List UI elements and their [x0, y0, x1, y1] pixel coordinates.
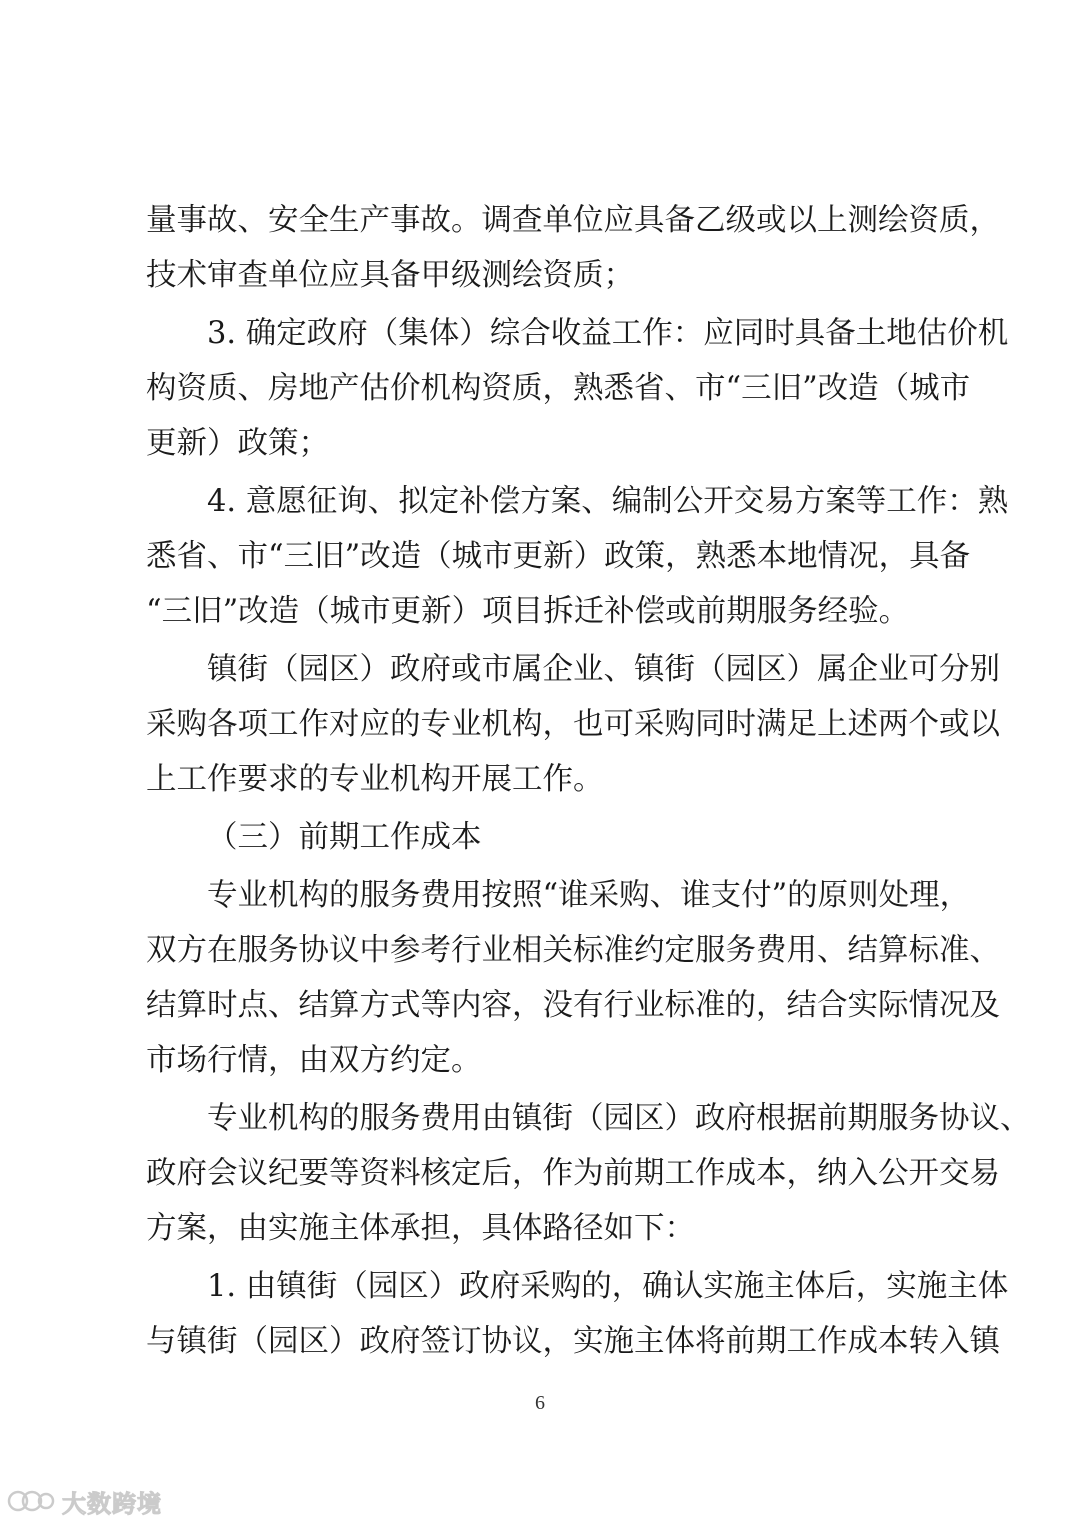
- text-line: 3. 确定政府（集体）综合收益工作：应同时具备土地估价机: [207, 316, 1009, 351]
- text-line: “三旧”改造（城市更新）项目拆迁补偿或前期服务经验。: [146, 594, 910, 629]
- document-body: [146, 193, 1031, 1369]
- text-line: 技术审查单位应具备甲级测绘资质；: [146, 258, 634, 293]
- brand-logo-icon: [6, 1487, 56, 1515]
- watermark-text: 大数跨境: [62, 1489, 162, 1518]
- section-heading: （三）前期工作成本: [207, 820, 482, 855]
- text-line: 4. 意愿征询、拟定补偿方案、编制公开交易方案等工作：熟: [207, 484, 1009, 519]
- text-line: 专业机构的服务费用按照“谁采购、谁支付”的原则处理，: [207, 878, 971, 913]
- page-number: 6: [535, 1392, 545, 1414]
- text-line: 与镇街（园区）政府签订协议，实施主体将前期工作成本转入镇: [146, 1324, 1000, 1359]
- text-line: 镇街（园区）政府或市属企业、镇街（园区）属企业可分别: [207, 652, 1000, 687]
- text-line: 结算时点、结算方式等内容，没有行业标准的，结合实际情况及: [146, 988, 1000, 1023]
- text-line: 采购各项工作对应的专业机构，也可采购同时满足上述两个或以: [146, 707, 1000, 742]
- text-line: 双方在服务协议中参考行业相关标准约定服务费用、结算标准、: [146, 933, 1000, 968]
- text-line: 方案，由实施主体承担，具体路径如下：: [146, 1211, 695, 1246]
- text-line: 1. 由镇街（园区）政府采购的，确认实施主体后，实施主体: [207, 1269, 1009, 1304]
- text-line: 量事故、安全生产事故。调查单位应具备乙级或以上测绘资质，: [146, 203, 1000, 238]
- text-line: 政府会议纪要等资料核定后，作为前期工作成本，纳入公开交易: [146, 1156, 1000, 1191]
- text-line: 上工作要求的专业机构开展工作。: [146, 762, 604, 797]
- text-line: 构资质、房地产估价机构资质，熟悉省、市“三旧”改造（城市: [146, 371, 971, 406]
- watermark: [6, 1484, 162, 1518]
- text-line: 更新）政策；: [146, 426, 329, 461]
- text-line: 市场行情，由双方约定。: [146, 1043, 482, 1078]
- text-line: 专业机构的服务费用由镇街（园区）政府根据前期服务协议、: [207, 1101, 1031, 1136]
- text-line: 悉省、市“三旧”改造（城市更新）政策，熟悉本地情况，具备: [146, 539, 971, 574]
